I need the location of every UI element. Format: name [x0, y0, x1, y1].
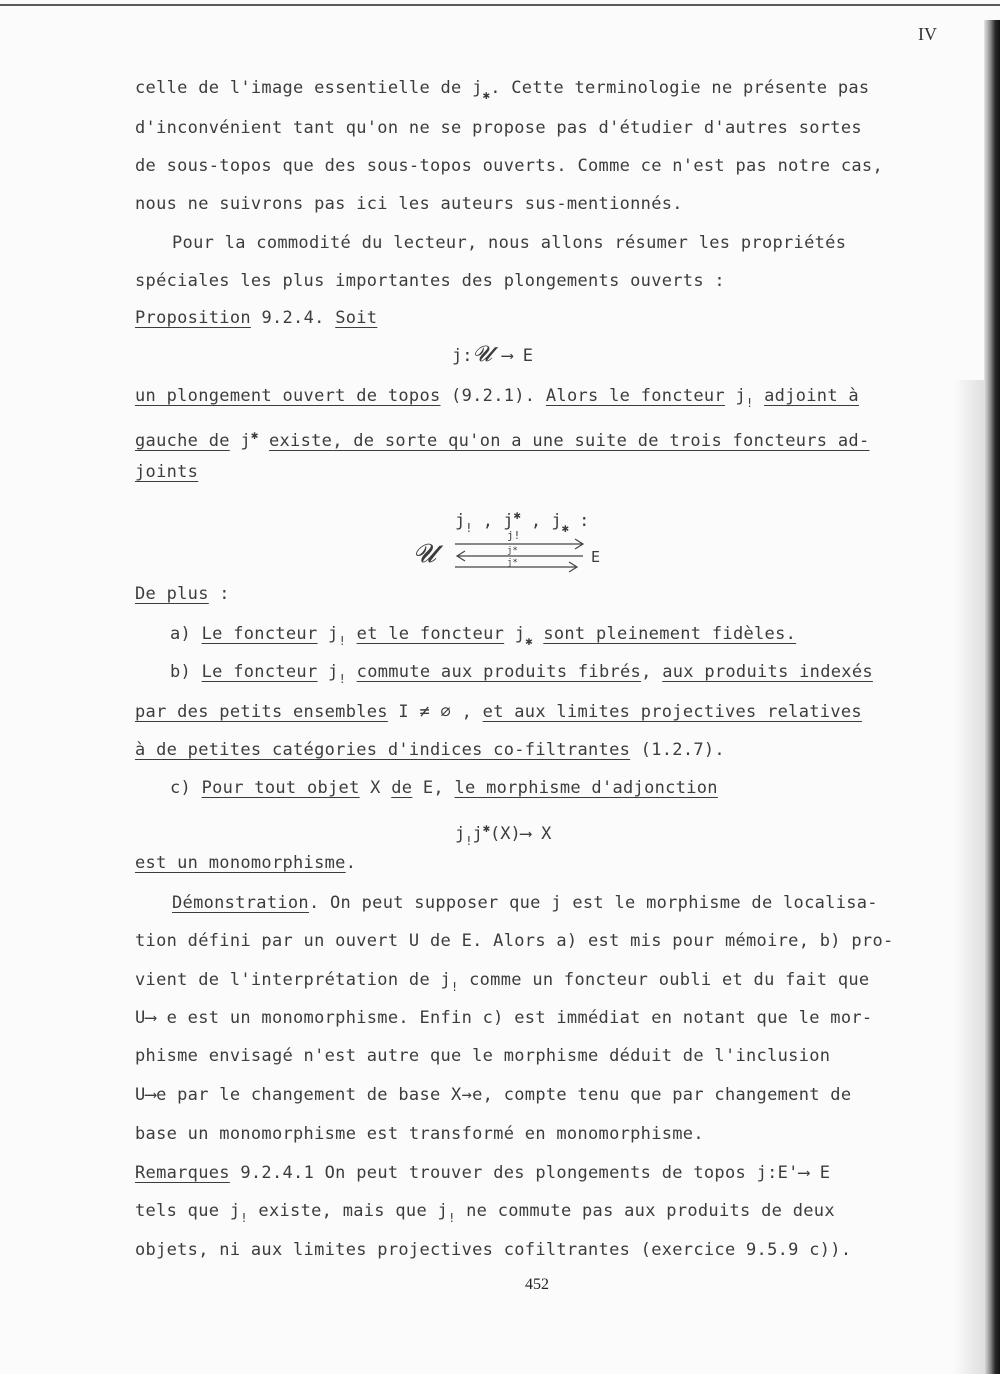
adjunction-diagram — [405, 526, 605, 576]
text-line: spéciales les plus importantes des plongements ouverts : — [135, 271, 725, 291]
item-a: a) Le foncteur $j_!$ et le foncteur $j_✱$ sont pleinement fidèles. — [170, 624, 797, 648]
proposition-title: Proposition — [135, 308, 251, 328]
remarks-line: Remarques 9.2.4.1 On peut trouver des plongements de topos j:E'⟶ E — [135, 1163, 831, 1183]
text-line: objets, ni aux limites projectives cofiltrantes (exercice 9.5.9 c)). — [135, 1240, 852, 1260]
text-line: U⟶e par le changement de base X→e, compte tenu que par changement de — [135, 1085, 852, 1105]
text-line: joints — [135, 462, 199, 482]
demonstration-title: Démonstration — [172, 893, 309, 913]
text-line: vient de l'interprétation de $j_!$ comme un foncteur oubli et du fait que — [135, 970, 870, 994]
scan-binding-edge — [984, 20, 1000, 1374]
proposition-heading: Proposition 9.2.4. Soit — [135, 308, 378, 328]
text-line: à de petites catégories d'indices co-filtrantes (1.2.7). — [135, 740, 725, 760]
text-line: d'inconvénient tant qu'on ne se propose pas d'étudier d'autres sortes — [135, 118, 862, 138]
scan-shadow — [954, 380, 984, 1374]
text-line: de sous-topos que des sous-topos ouverts. Comme ce n'est pas notre cas, — [135, 156, 883, 176]
formula-adjunction: $j_!j^✱(X)⟶$ X — [455, 821, 552, 848]
formula-j-u-e: j:𝓤 ⟶ E — [452, 342, 533, 367]
demonstration-line: Démonstration. On peut supposer que j est le morphisme de localisa- — [172, 893, 878, 913]
text-line: gauche de j✱ existe, de sorte qu'on a une suite de trois foncteurs ad- — [135, 428, 870, 451]
item-b: b) Le foncteur $j_!$ commute aux produits fibrés, aux produits indexés — [170, 662, 873, 686]
remarks-title: Remarques — [135, 1163, 230, 1183]
text-line: U⟶ e est un monomorphisme. Enfin c) est immédiat en notant que le mor- — [135, 1008, 873, 1028]
text-line: base un monomorphisme est transformé en monomorphisme. — [135, 1124, 704, 1144]
diagram-label-top: j! — [507, 529, 521, 542]
text-line: nous ne suivrons pas ici les auteurs sus-mentionnés. — [135, 194, 683, 214]
text-line: celle de l'image essentielle de $j_✱$. Cette terminologie ne présente pas — [135, 78, 870, 102]
diagram-label-mid: j* — [507, 546, 518, 556]
text-line: Pour la commodité du lecteur, nous allons résumer les propriétés — [172, 233, 847, 253]
diagram-label-bot: j* — [507, 558, 518, 568]
text-line: par des petits ensembles I ≠ ∅ , et aux limites projectives relatives — [135, 702, 862, 722]
text-line: un plongement ouvert de topos (9.2.1). Alors le foncteur $j_!$ adjoint à — [135, 386, 859, 410]
diagram-u: 𝓤 — [413, 539, 437, 569]
roman-page-header: IV — [918, 24, 937, 44]
diagram-e: E — [591, 548, 601, 566]
top-border — [0, 4, 1000, 6]
text-line: phisme envisagé n'est autre que le morphisme déduit de l'inclusion — [135, 1046, 831, 1066]
text-line: est un monomorphisme. — [135, 853, 357, 873]
item-c: c) Pour tout objet X de E, le morphisme d'adjonction — [170, 778, 718, 798]
text-line: tels que $j_!$ existe, mais que $j_!$ ne commute pas aux produits de deux — [135, 1201, 835, 1225]
page-number: 452 — [525, 1276, 549, 1293]
text-line: De plus : — [135, 584, 230, 604]
text-line: tion défini par un ouvert U de E. Alors a) est mis pour mémoire, b) pro- — [135, 931, 894, 951]
adjoint-triple: $j_!$ , j✱ , $j_✱$ : — [455, 508, 590, 535]
